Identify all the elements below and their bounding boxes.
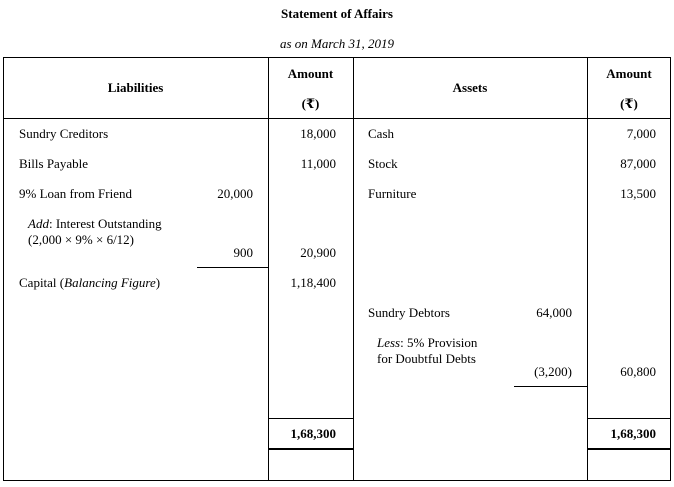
capital-prefix: Capital ( (19, 275, 65, 290)
assets-header: Assets (452, 80, 488, 95)
capital-italic: Balancing Figure (64, 275, 156, 290)
assets-total: 1,68,300 (610, 426, 656, 441)
capital-label (19, 275, 160, 291)
asset-total-bottom-line (587, 448, 671, 450)
cash-amount: 7,000 (626, 126, 656, 141)
liab-total-top-line (268, 418, 353, 419)
column-divider (353, 57, 354, 481)
liabilities-header: Liabilities (107, 80, 164, 95)
debtors-net-amount: 60,800 (620, 364, 656, 379)
document-subtitle: as on March 31, 2019 (280, 36, 394, 51)
header-divider (3, 118, 671, 119)
debtors-label: Sundry Debtors (368, 305, 450, 320)
loan-label: 9% Loan from Friend (19, 186, 133, 201)
stock-label: Stock (368, 156, 398, 171)
debtors-sub-amount: 64,000 (536, 305, 572, 320)
loan-sub-amount: 20,000 (217, 186, 253, 201)
provision-label-line2: for Doubtful Debts (377, 351, 476, 366)
add-prefix: Add (28, 216, 49, 231)
furniture-label: Furniture (368, 186, 417, 201)
sundry-creditors-label: Sundry Creditors (19, 126, 109, 141)
liabilities-total: 1,68,300 (290, 426, 336, 441)
loan-total-amount: 20,900 (300, 245, 336, 260)
loan-subtotal-line (197, 267, 268, 268)
bills-payable-label: Bills Payable (19, 156, 88, 171)
provision-sub-amount: (3,200) (534, 364, 572, 379)
interest-calc: (2,000 × 9% × 6/12) (28, 232, 135, 247)
capital-suffix: ) (155, 275, 161, 290)
cash-label: Cash (368, 126, 394, 141)
liab-amount-header: Amount (287, 66, 334, 81)
interest-label (28, 216, 162, 232)
sundry-creditors-amount: 18,000 (300, 126, 336, 141)
asset-amount-header: Amount (606, 66, 652, 81)
asset-rupee-header: (₹) (620, 96, 638, 111)
interest-text: : Interest Outstanding (48, 216, 162, 231)
debtors-subtotal-line (514, 386, 587, 387)
provision-text: : 5% Provision (400, 335, 478, 350)
provision-label (377, 335, 477, 351)
document-title: Statement of Affairs (281, 6, 393, 21)
capital-amount: 1,18,400 (290, 275, 336, 290)
asset-total-top-line (587, 418, 671, 419)
furniture-amount: 13,500 (620, 186, 656, 201)
liab-total-bottom-line (268, 448, 353, 450)
less-prefix: Less (377, 335, 401, 350)
bills-payable-amount: 11,000 (300, 156, 336, 171)
liab-rupee-header: (₹) (301, 96, 320, 111)
interest-sub-amount: 900 (233, 245, 253, 260)
stock-amount: 87,000 (620, 156, 656, 171)
